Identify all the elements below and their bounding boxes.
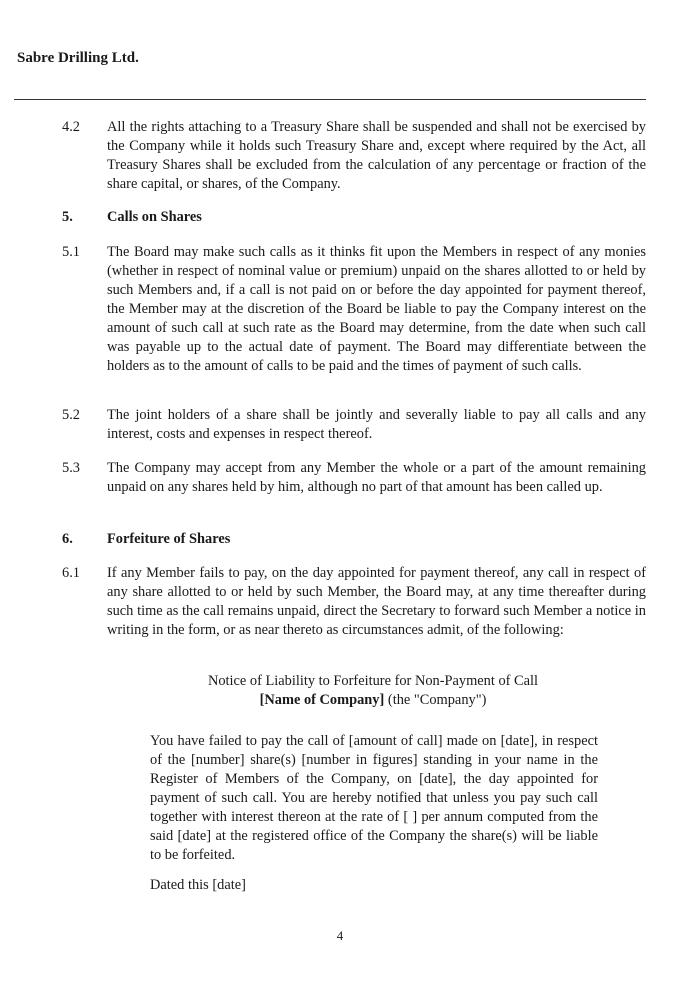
company-placeholder: [Name of Company] (259, 692, 385, 708)
clause-number: 4.2 (62, 119, 80, 135)
section-title: Forfeiture of Shares (107, 531, 231, 547)
notice-company-line (107, 691, 639, 710)
company-name: Sabre Drilling Ltd. (17, 50, 139, 66)
clause-text: All the rights attaching to a Treasury Share shall be suspended and shall not be exercised by the Company while it holds such Treasury Share and, except where required by the Act, all Treasury Shares shall be excluded from the calculation of any percentage or fraction of the share capital, or shares, of the Company. (107, 119, 646, 192)
notice-heading (107, 672, 639, 710)
section-5-heading (62, 208, 646, 227)
header-rule (14, 99, 646, 100)
section-number: 5. (62, 209, 73, 225)
clause-text: The Company may accept from any Member the whole or a part of the amount remaining unpaid on any shares held by him, although no part of that amount has been called up. (107, 460, 646, 495)
clause-number: 5.2 (62, 407, 80, 423)
notice-title: Notice of Liability to Forfeiture for Non-Payment of Call (207, 673, 539, 689)
clause-5-3 (62, 459, 646, 497)
clause-4-2 (62, 118, 646, 194)
clause-number: 5.3 (62, 460, 80, 476)
clause-text: If any Member fails to pay, on the day appointed for payment thereof, any call in respect of any share allotted to or held by such Member, the Board may, at any time thereafter during such time as the call remains unpaid, direct the Secretary to forward such Member a notice in writing in the form, or as near thereto as circumstances admit, of the following: (107, 565, 646, 638)
notice-dated: Dated this [date] (150, 877, 246, 893)
clause-text: The Board may make such calls as it thinks fit upon the Members in respect of any monies (whether in respect of nominal value or premium) unpaid on the shares allotted to or held by such Members and, if a call is not paid on or before the day appointed for payment thereof, the Member may at the discretion of the Board be liable to pay the Company interest on the amount of such call at such rate as the Board may determine, from the date when such call was payable up to the actual date of payment. The Board may differentiate between the holders as to the amount of calls to be paid and the times of payment of such calls. (107, 244, 646, 374)
section-title: Calls on Shares (107, 209, 202, 225)
clause-6-1 (62, 564, 646, 640)
section-number: 6. (62, 531, 73, 547)
clause-text: The joint holders of a share shall be jointly and severally liable to pay all calls and any interest, costs and expenses in respect thereof. (107, 407, 646, 442)
company-suffix: (the "Company") (387, 692, 487, 708)
notice-body: You have failed to pay the call of [amount of call] made on [date], in respect of the [number] share(s) [number in figures] standing in your name in the Register of Members of the Company, on [date], the day appointed for payment of such call. You are hereby notified that unless you pay such call together with interest thereon at the rate of [ ] per annum computed from the said [date] at the registered office of the Company the share(s) will be liable to be forfeited. (150, 733, 598, 863)
clause-number: 6.1 (62, 565, 80, 581)
page-number: 4 (336, 928, 344, 943)
clause-5-1 (62, 243, 646, 376)
section-6-heading (62, 530, 646, 549)
clause-number: 5.1 (62, 244, 80, 260)
clause-5-2 (62, 406, 646, 444)
